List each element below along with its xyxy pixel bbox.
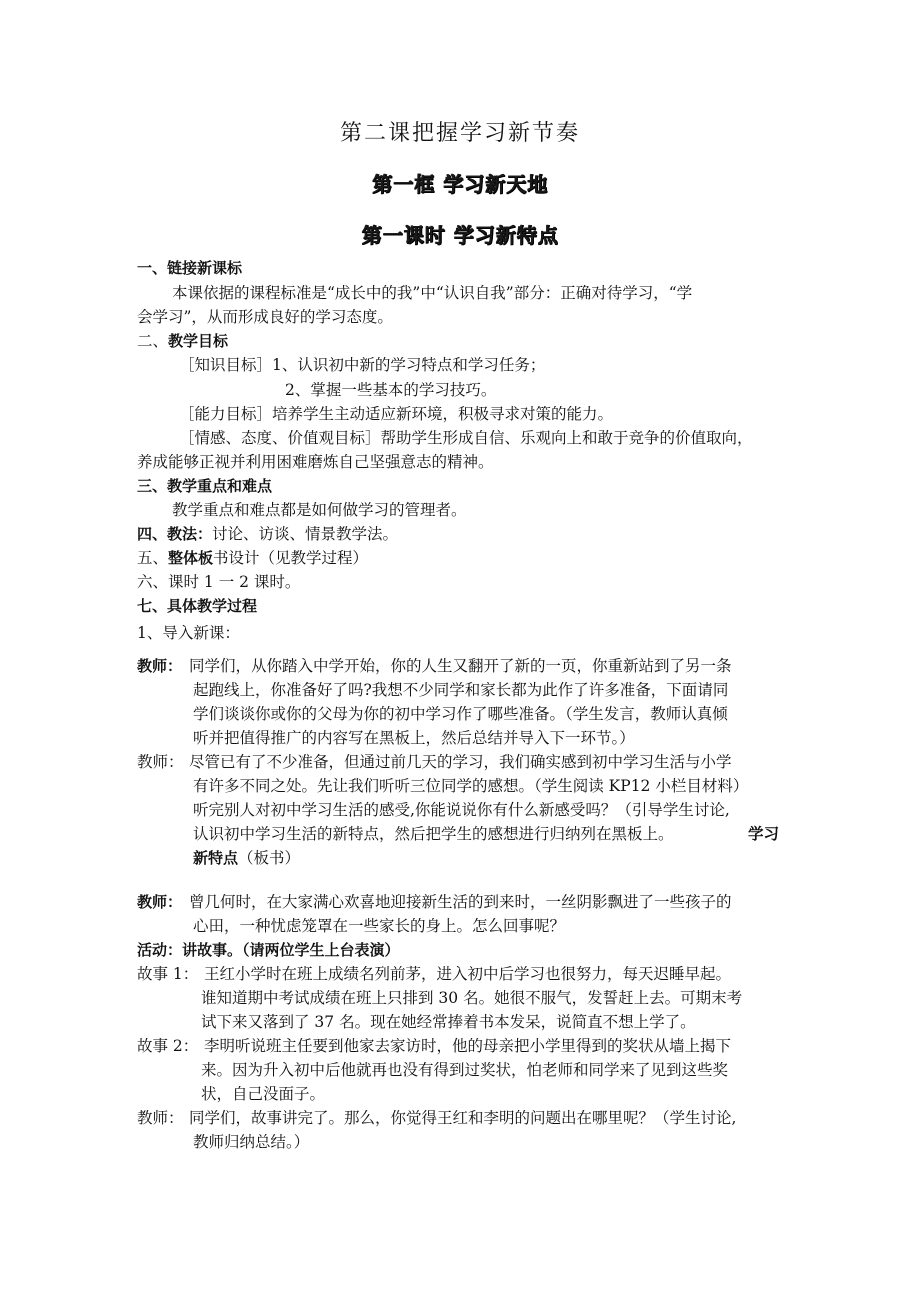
story-line: 试下来又落到了 37 名。现在她经常捧着书本发呆，说简直不想上学了。 [201, 1013, 696, 1031]
board-note: （板书） [238, 849, 301, 867]
dialogue-line [193, 846, 300, 870]
dialogue-line: 心田，一种忧虑笼罩在一些家长的身上。怎么回事呢？ [193, 917, 566, 935]
dialogue-line: 有许多不同之处。先让我们听听三位同学的感想。（学生阅读 KP12 小栏目材料） [193, 777, 749, 795]
heading-prefix: 二、 [137, 332, 169, 350]
heading-methods [137, 522, 398, 546]
page-title: 第二课把握学习新节奏 [339, 121, 580, 146]
dialogue-line: 同学们，故事讲完了。那么，你觉得王红和李明的问题出在哪里呢？（学生讨论, [189, 1109, 737, 1127]
heading-text: 教学目标 [168, 332, 229, 350]
speaker-label: 教师： [137, 1109, 184, 1127]
dialogue-line: 听完别人对初中学习生活的感受,你能说说你有什么新感受吗？（引导学生讨论, [193, 801, 730, 819]
paragraph-line: 教学重点和难点都是如何做学习的管理者。 [172, 501, 467, 519]
dialogue-line: 学们谈谈你或你的父母为你的初中学习作了哪些准备。（学生发言，教师认真倾 [193, 705, 728, 723]
heading-standards: 一、链接新课标 [137, 259, 243, 277]
story-line: 李明听说班主任要到他家去家访时，他的母亲把小学里得到的奖状从墙上揭下 [204, 1037, 732, 1055]
story-label: 故事 1： [137, 965, 199, 983]
story-line: 来。因为升入初中后他就再也没有得到过奖状，怕老师和同学来了见到这些奖 [201, 1061, 729, 1079]
knowledge-goal-2: 2、掌握一些基本的学习技巧。 [285, 381, 497, 399]
story-label: 故事 2： [137, 1037, 199, 1055]
speaker-label: 教师： [137, 657, 183, 675]
paragraph-line: 会学习”，从而形成良好的学习态度。 [137, 308, 393, 326]
speaker-label: 教师： [137, 893, 183, 911]
heading-board-design [137, 546, 368, 570]
methods-text: 讨论、访谈、情景教学法。 [212, 525, 399, 543]
dialogue-line: 曾几何时，在大家满心欢喜地迎接新生活的到来时，一丝阴影飘进了一些孩子的 [189, 893, 732, 911]
heading-prefix: 五、 [137, 549, 169, 567]
heading-bold: 整体板 [168, 549, 214, 567]
story-line: 王红小学时在班上成绩名列前茅，进入初中后学习也很努力，每天迟睡早起。 [204, 965, 732, 983]
knowledge-goal-1: ［知识目标］1、认识初中新的学习特点和学习任务； [179, 356, 546, 374]
emotion-goal-line-1: ［情感、态度、价值观目标］帮助学生形成自信、乐观向上和敢于竞争的价值取向， [179, 429, 753, 447]
emotion-goal-line-2: 养成能够正视并利用困难磨炼自己坚强意志的精神。 [137, 453, 494, 471]
dialogue-line: 教师归纳总结。） [193, 1133, 310, 1151]
section-subtitle: 第一框 学习新天地 [372, 172, 548, 196]
dialogue-line: 听并把值得推广的内容写在黑板上，然后总结并导入下一环节。） [193, 729, 635, 747]
heading-text: 四、教法： [137, 525, 213, 543]
lesson-subtitle: 第一课时 学习新特点 [361, 223, 559, 247]
heading-text: 书设计（见教学过程） [213, 549, 369, 567]
board-title: 新特点 [193, 849, 239, 867]
heading-objectives [137, 329, 228, 353]
speaker-label: 教师： [137, 753, 184, 771]
heading-hours: 六、课时 1 一 2 课时。 [137, 573, 301, 591]
dialogue-line: 尽管已有了不少准备，但通过前几天的学习，我们确实感到初中学习生活与小学 [189, 753, 732, 771]
board-title: 学习 [748, 825, 780, 843]
dialogue-line: 认识初中学习生活的新特点，然后把学生的感想进行归纳列在黑板上。 [193, 825, 674, 843]
dialogue-line: 起跑线上，你准备好了吗?我想不少同学和家长都为此作了许多准备，下面请同 [193, 681, 729, 699]
step-intro: 1、导入新课： [137, 624, 240, 642]
dialogue-line: 同学们，从你踏入中学开始，你的人生又翻开了新的一页，你重新站到了另一条 [189, 657, 732, 675]
story-line: 状，自己没面子。 [201, 1085, 326, 1103]
story-line: 谁知道期中考试成绩在班上只排到 30 名。她很不服气，发誓赶上去。可期末考 [201, 989, 743, 1007]
ability-goal: ［能力目标］培养学生主动适应新环境，积极寻求对策的能力。 [179, 405, 614, 423]
paragraph-line: 本课依据的课程标准是“成长中的我”中“认识自我”部分：正确对待学习，“学 [172, 284, 693, 302]
activity-heading: 活动：讲故事。（请两位学生上台表演） [137, 941, 400, 959]
heading-process: 七、具体教学过程 [137, 597, 258, 615]
heading-key-points: 三、教学重点和难点 [137, 477, 273, 495]
